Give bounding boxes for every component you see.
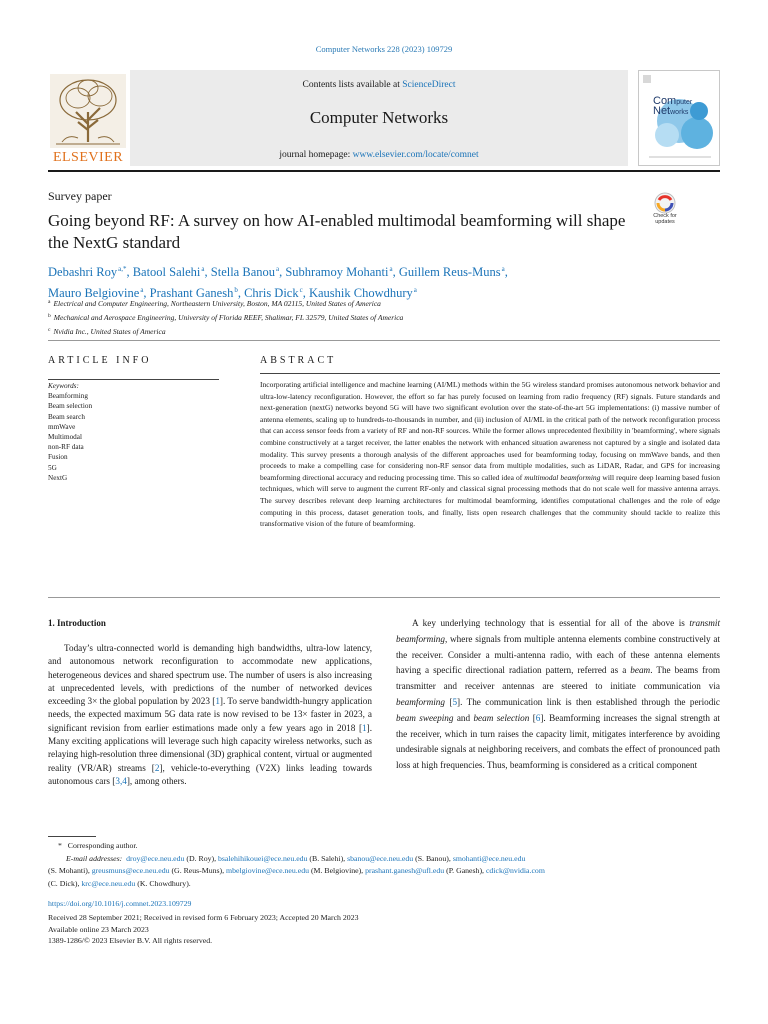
publication-dates bbox=[48, 912, 720, 947]
email-link[interactable]: bsalehihikouei@ece.neu.edu bbox=[218, 853, 308, 863]
author-link[interactable]: Stella Banou bbox=[210, 265, 275, 279]
paper-type-label: Survey paper bbox=[48, 189, 112, 203]
available-online-date: Available online 23 March 2023 bbox=[48, 924, 149, 934]
cover-title-text: Computer Networks bbox=[653, 95, 693, 117]
abstract-end-divider bbox=[48, 597, 720, 598]
email-link[interactable]: smohanti@ece.neu.edu bbox=[452, 853, 526, 863]
paper-title: Going beyond RF: A survey on how AI-enabled multimodal beamforming will shape the NextG standard bbox=[48, 211, 626, 252]
keyword-item: Fusion bbox=[48, 453, 68, 462]
email-link[interactable]: sbanou@ece.neu.edu bbox=[347, 853, 414, 863]
citation-link[interactable]: 3,4 bbox=[115, 775, 127, 786]
citation-link[interactable]: 1 bbox=[215, 696, 220, 707]
homepage-prefix: journal homepage: bbox=[279, 150, 353, 160]
section-heading-introduction: 1. Introduction bbox=[48, 618, 106, 628]
masthead-divider bbox=[48, 170, 720, 172]
abstract-heading: ABSTRACT bbox=[260, 355, 337, 366]
affiliation-divider bbox=[48, 340, 720, 341]
journal-title: Computer Networks bbox=[309, 108, 449, 127]
citation-link[interactable]: 5 bbox=[452, 696, 458, 707]
corresponding-author-note: * Corresponding author. bbox=[58, 841, 138, 850]
keywords-label: Keywords: bbox=[48, 382, 79, 390]
citation-link[interactable]: 2 bbox=[154, 762, 160, 773]
copyright-line: 1389-1286/© 2023 Elsevier B.V. All rights reserved. bbox=[48, 936, 213, 945]
author-link[interactable]: Subhramoy Mohanti bbox=[285, 265, 389, 279]
keyword-item: Multimodal bbox=[48, 433, 82, 442]
author-link[interactable]: Chris Dick bbox=[244, 286, 299, 300]
keyword-item: 5G bbox=[48, 463, 57, 472]
affiliation-list bbox=[48, 296, 728, 338]
article-info-divider bbox=[48, 379, 219, 380]
contents-prefix: Contents lists available at bbox=[302, 80, 403, 90]
email-link[interactable]: cdick@nvidia.com bbox=[485, 866, 545, 875]
intro-right-column: A key underlying technology that is essential for all of the above is transmit beamforming, where signals from multiple antenna elements combine constructively at the receiver. Consider a multi-antenna radio, with each of these antenna elements having a specific directional radiation pattern, referred as a beam. The beams from transmitter and receiver antennas are steered to initiate communication via beamforming [5]. The communication link is then established through the periodic beam sweeping and beam selection [6]. Beamforming increases the signal strength at the receiver, which in turn raises the capacity limit, mitigates interference by avoiding undesirable signals at neighboring receivers, and combats the effect of pronounced path loss at high frequencies. Thus, beamforming is considered as a critical component bbox=[396, 618, 720, 771]
abstract-divider bbox=[260, 373, 720, 374]
check-for-updates-label[interactable]: Check for updates bbox=[653, 213, 677, 225]
keyword-item: NextG bbox=[48, 473, 68, 482]
email-link[interactable]: krc@ece.neu.edu bbox=[81, 878, 136, 888]
citation-link[interactable]: 6 bbox=[535, 712, 541, 723]
keyword-item: mmWave bbox=[48, 422, 76, 431]
author-list: Debashri Roy$^{a,*}$, Batool Salehi$^a$, Stella Banou$^a$, Subhramoy Mohanti$^a$, Guillem Reus-Muns$^a$, Mauro Belgiovine$^a$, Prashant Ganesh$^b$, Chris Dick$^c$, Kaushik Chowdhury$^a$ bbox=[48, 265, 508, 300]
citation-link[interactable]: 1 bbox=[362, 722, 367, 733]
author-link[interactable]: Guillem Reus-Muns bbox=[398, 265, 501, 279]
email-addresses-line: E-mail addresses: droy@ece.neu.edu (D. Roy), bsalehihikouei@ece.neu.edu (B. Salehi), sbanou@ece.neu.edu (S. Banou), smohanti@ece.neu.edu bbox=[66, 853, 526, 863]
author-link[interactable]: Mauro Belgiovine bbox=[48, 286, 140, 300]
keyword-item: Beam selection bbox=[48, 402, 93, 411]
footnote-divider bbox=[48, 836, 96, 837]
sciencedirect-link[interactable]: ScienceDirect bbox=[402, 80, 456, 90]
intro-left-column: Today’s ultra-connected world is demanding high bandwidths, ultra-low latency, and autonomous network reconfiguration to accommodate new applications, heterogeneous devices and shared spectrum use. The number of users is also increasing at unprecedented levels, with predictions of the number of networked devices exceeding 3× the global population by 2023 [1]. To serve bandwidth-hungry application needs, the expected maximum 5G data rate is now revised to be 13× faster in 2023, a significant revision from earlier estimations made only a few years ago in 2018 [1]. Many exciting applications will leverage such high capacity wireless networks, such as relaying high-resolution three dimensional (3D) graphical content, virtual or augmented reality (VR/AR) streams [2], vehicle-to-everything (V2X) links leading towards autonomous cars [3,4], among others. bbox=[48, 643, 372, 786]
author-link[interactable]: Batool Salehi bbox=[132, 265, 201, 279]
journal-homepage-link[interactable]: www.elsevier.com/locate/comnet bbox=[352, 150, 479, 160]
elsevier-wordmark: ELSEVIER bbox=[52, 150, 124, 165]
journal-cover-image[interactable] bbox=[638, 70, 720, 166]
keywords-list bbox=[48, 381, 219, 483]
cover-art-icon bbox=[639, 71, 720, 166]
journal-masthead bbox=[48, 70, 720, 168]
email-link[interactable]: greusmuns@ece.neu.edu bbox=[91, 866, 170, 875]
homepage-line bbox=[130, 150, 628, 160]
journal-reference-link[interactable]: Computer Networks 228 (2023) 109729 bbox=[315, 44, 453, 54]
keyword-item: Beam search bbox=[48, 412, 85, 421]
affiliation-item: $^c$ Nvidia Inc., United States of America bbox=[48, 327, 166, 336]
contents-line bbox=[130, 80, 628, 90]
received-dates: Received 28 September 2021; Received in revised form 6 February 2023; Accepted 20 March 2023 bbox=[48, 913, 359, 922]
email-link[interactable]: droy@ece.neu.edu bbox=[126, 853, 185, 863]
email-link[interactable]: prashant.ganesh@ufl.edu bbox=[365, 866, 445, 875]
email-addresses-line: (S. Mohanti), greusmuns@ece.neu.edu (G. Reus-Muns), mbelgiovine@ece.neu.edu (M. Belgiovine), prashant.ganesh@ufl.edu (P. Ganesh), cdick@nvidia.com bbox=[48, 866, 545, 875]
footnote-block bbox=[48, 840, 720, 890]
article-info-heading: ARTICLE INFO bbox=[48, 355, 152, 366]
abstract-text: Incorporating artificial intelligence and machine learning (AI/ML) methods within the 5G wireless standard promises autonomous network behavior and ultra-low-latency reconfiguration. However, the effort so far has purely focused on learning from radio frequency (RF) signals. Future standards and next-generation (nextG) networks beyond 5G will have two significant evolution over the state-of-the-art 5G implementations: (i) massive number of antenna elements, scaling up to hundreds-to-thousands in number, and (ii) inclusion of AI/ML in the critical path of the network reconfiguration process that can access sensor feeds from a variety of RF and non-RF sources. While the former allows unprecedented flexibility in 'beamforming', where signals combine constructively at a target receiver, the latter enables the network with enhanced situation awareness not captured by a single and isolated data modality. This survey presents a thorough analysis of the different approaches used for beamforming today, focusing on mmWave bands, and then proceeds to make a compelling case for considering non-RF sensor data from multiple modalities, such as LiDAR, Radar, and GPS for increasing beamforming directional accuracy and reducing processing time. This so called idea of multimodal beamforming will require deep learning based fusion techniques, which will serve to augment the current RF-only and classical signal processing methods that do not scale well for massive antenna arrays. The survey describes relevant deep learning architectures for multimodal beamforming, identifies computational challenges and the role of edge computing in this process, dataset generation tools, and finally, lists open research challenges that the community should tackle to realize this transformative vision of the future of beamforming. bbox=[260, 380, 720, 529]
doi-link[interactable]: https://doi.org/10.1016/j.comnet.2023.109729 bbox=[48, 899, 192, 908]
author-link[interactable]: Kaushik Chowdhury bbox=[308, 286, 413, 300]
author-link[interactable]: Prashant Ganesh bbox=[149, 286, 234, 300]
masthead-info-box bbox=[130, 70, 628, 166]
affiliation-item: $^a$ Electrical and Computer Engineering, Northeastern University, Boston, MA 02115, United States of America bbox=[48, 299, 381, 308]
author-link[interactable]: Debashri Roy bbox=[48, 265, 118, 279]
email-addresses-line: (C. Dick), krc@ece.neu.edu (K. Chowdhury). bbox=[48, 878, 191, 888]
keyword-item: non-RF data bbox=[48, 443, 84, 452]
affiliation-item: $^b$ Mechanical and Aerospace Engineering, University of Florida REEF, Shalimar, FL 32579, United States of America bbox=[48, 313, 404, 322]
email-link[interactable]: mbelgiovine@ece.neu.edu bbox=[226, 866, 309, 875]
keyword-item: Beamforming bbox=[48, 392, 88, 401]
